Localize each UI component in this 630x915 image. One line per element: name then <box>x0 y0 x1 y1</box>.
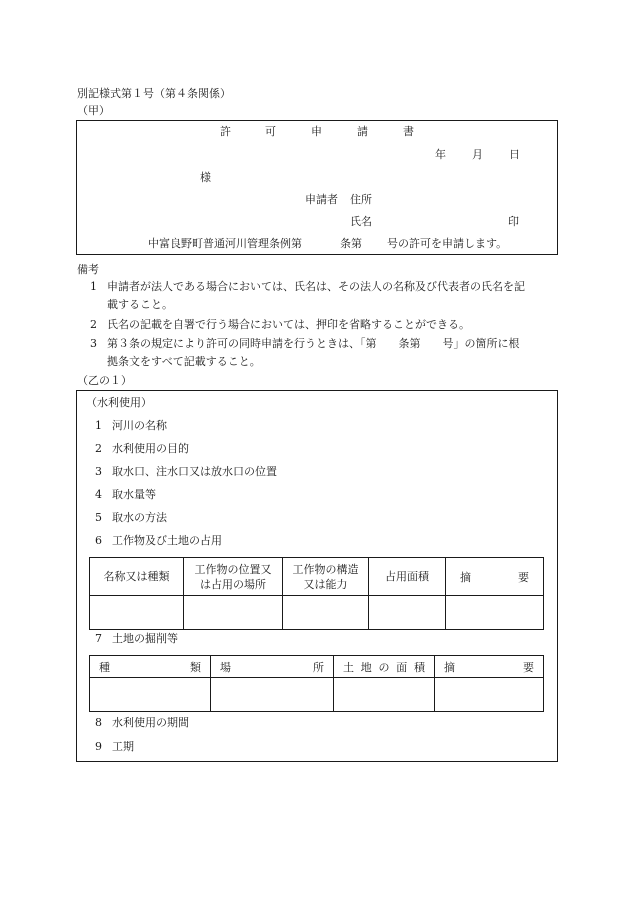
note-number: 2 <box>90 318 97 331</box>
date-day: 日 <box>509 148 520 161</box>
header-char: 土 <box>343 660 354 674</box>
note-text: 第３条の規定により許可の同時申請を行うときは、「第 条第 号」の箇所に根 <box>107 337 520 350</box>
table-row <box>90 596 544 630</box>
item-text: 土地の掘削等 <box>112 632 178 645</box>
table-row <box>90 678 544 712</box>
request-text-part2: 条第 <box>340 237 362 250</box>
section-b-label: （乙の１） <box>77 374 132 387</box>
title-char: 書 <box>403 125 414 138</box>
header-summary <box>446 558 544 596</box>
note-text-continued: 拠条文をすべて記載すること。 <box>107 355 261 368</box>
header-position <box>184 558 283 596</box>
title-char: 申 <box>311 125 322 138</box>
header-char: 面 <box>396 660 408 674</box>
occupancy-table <box>89 557 544 630</box>
item-number: 1 <box>95 419 102 432</box>
table-cell[interactable] <box>211 678 334 712</box>
address-label: 住所 <box>350 193 372 206</box>
table-header-row <box>90 558 544 596</box>
title-char: 請 <box>357 125 368 138</box>
header-structure-line: 又は能力 <box>303 577 348 591</box>
table-cell[interactable] <box>283 596 369 630</box>
excavation-table <box>89 655 544 712</box>
form-number: 別記様式第１号（第４条関係） <box>77 87 231 100</box>
item-text: 水利使用の目的 <box>112 442 189 455</box>
header-type <box>90 656 211 678</box>
note-text: 氏名の記載を自署で行う場合においては、押印を省略することができる。 <box>107 318 470 331</box>
header-area: 占用面積 <box>369 558 446 596</box>
seal-mark: 印 <box>508 215 519 228</box>
header-char: 要 <box>518 570 529 584</box>
header-position-line: は占用の場所 <box>200 577 266 591</box>
header-position-line: 工作物の位置又 <box>194 562 272 576</box>
name-label: 氏名 <box>350 215 372 228</box>
item-number: 3 <box>95 465 102 478</box>
note-text-continued: 載すること。 <box>107 298 173 311</box>
item-number: 7 <box>95 632 102 645</box>
item-number: 5 <box>95 511 102 524</box>
table-header-row <box>90 656 544 678</box>
header-name-type: 名称又は種類 <box>90 558 184 596</box>
header-structure <box>283 558 369 596</box>
title-char: 可 <box>265 125 276 138</box>
header-char: 類 <box>190 660 201 674</box>
title-char: 許 <box>220 125 231 138</box>
addressee-suffix: 様 <box>200 171 211 184</box>
item-number: 8 <box>95 716 102 729</box>
note-number: 3 <box>90 337 97 350</box>
item-number: 6 <box>95 534 102 547</box>
header-structure-line: 工作物の構造 <box>292 562 359 576</box>
date-year: 年 <box>435 148 446 161</box>
header-char: 種 <box>99 660 110 674</box>
table-cell[interactable] <box>446 596 544 630</box>
applicant-label: 申請者 <box>305 193 338 206</box>
note-number: 1 <box>90 280 97 293</box>
header-char: 摘 <box>460 570 471 584</box>
item-text: 水利使用の期間 <box>112 716 189 729</box>
header-land-area <box>334 656 435 678</box>
item-text: 取水量等 <box>112 488 156 501</box>
header-place <box>211 656 334 678</box>
request-text-part1: 中富良野町普通河川管理条例第 <box>148 237 302 250</box>
item-number: 9 <box>95 740 102 753</box>
item-number: 4 <box>95 488 102 501</box>
item-text: 工作物及び土地の占用 <box>112 534 222 547</box>
water-use-heading: （水利使用） <box>86 396 152 409</box>
table-cell[interactable] <box>90 678 211 712</box>
item-text: 河川の名称 <box>112 419 167 432</box>
note-text: 申請者が法人である場合においては、氏名は、その法人の名称及び代表者の氏名を記 <box>107 280 525 293</box>
table-cell[interactable] <box>334 678 435 712</box>
table-cell[interactable] <box>90 596 184 630</box>
header-char: 摘 <box>444 660 455 674</box>
item-text: 取水口、注水口又は放水口の位置 <box>112 465 277 478</box>
table-cell[interactable] <box>435 678 544 712</box>
application-box <box>76 120 558 255</box>
item-text: 工期 <box>112 740 134 753</box>
header-char: の <box>378 660 390 674</box>
header-char: 積 <box>414 660 425 674</box>
section-a-label: （甲） <box>77 104 110 117</box>
item-number: 2 <box>95 442 102 455</box>
table-cell[interactable] <box>369 596 446 630</box>
header-char: 所 <box>313 660 324 674</box>
header-char: 場 <box>220 660 231 674</box>
date-month: 月 <box>472 148 483 161</box>
request-text-part3: 号の許可を申請します。 <box>387 237 508 250</box>
notes-heading: 備考 <box>77 263 99 276</box>
header-char: 要 <box>523 660 534 674</box>
item-text: 取水の方法 <box>112 511 167 524</box>
header-summary <box>435 656 544 678</box>
header-char: 地 <box>360 660 372 674</box>
table-cell[interactable] <box>184 596 283 630</box>
